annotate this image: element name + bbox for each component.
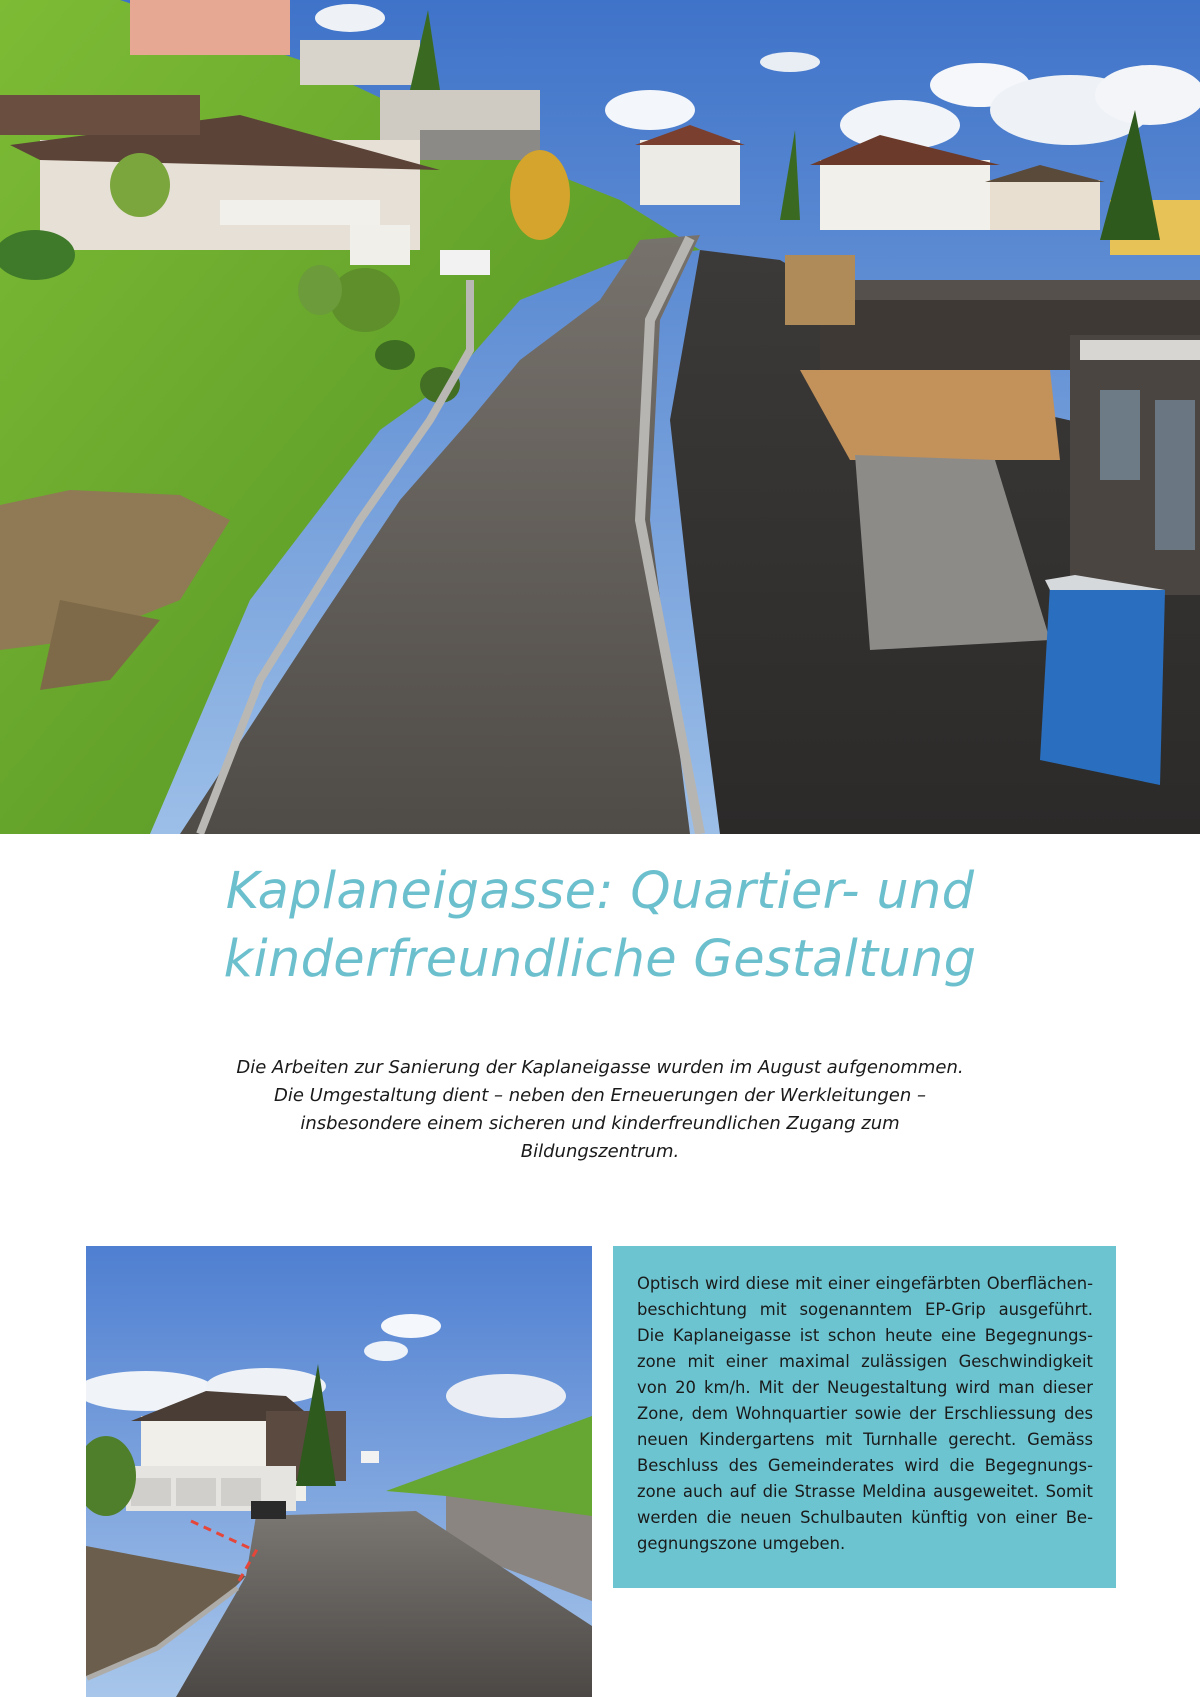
street-photo bbox=[86, 1246, 592, 1697]
article-title bbox=[100, 858, 1100, 994]
body-paragraph: Optisch wird diese mit einer eingefärbten Oberflächen-beschichtung mit sogenanntem EP-Grip ausgeführt. Die Kaplaneigasse ist schon heute eine Begegnungs-zone mit einer maximal zulässigen Geschwindigkeit von 20 km/h. Mit der Neugestaltung wird man dieser Zone, dem Wohnquartier sowie der Erschliessung des neuen Kindergartens mit Turnhalle gerecht. Gemäss Beschluss des Gemeinderates wird die Begegnungs-zone auch auf die Strasse Meldina ausgeweitet. Somit werden die neuen Schulbauten künftig von einer Be-gegnungszone umgeben. bbox=[637, 1274, 1093, 1553]
hero-photo bbox=[0, 0, 1200, 834]
title-line-1: Kaplaneigasse: Quartier- und bbox=[225, 862, 975, 921]
lead-paragraph: Die Arbeiten zur Sanierung der Kaplaneigasse wurden im August aufgenommen. Die Umgestaltung dient – neben den Erneuerungen der Werkleitungen – insbesondere einem sicheren und kinderfreundlichen Zugang zum Bildungszentrum. bbox=[236, 1057, 964, 1162]
info-box bbox=[613, 1246, 1116, 1588]
title-line-2: kinderfreundliche Gestaltung bbox=[223, 930, 977, 989]
